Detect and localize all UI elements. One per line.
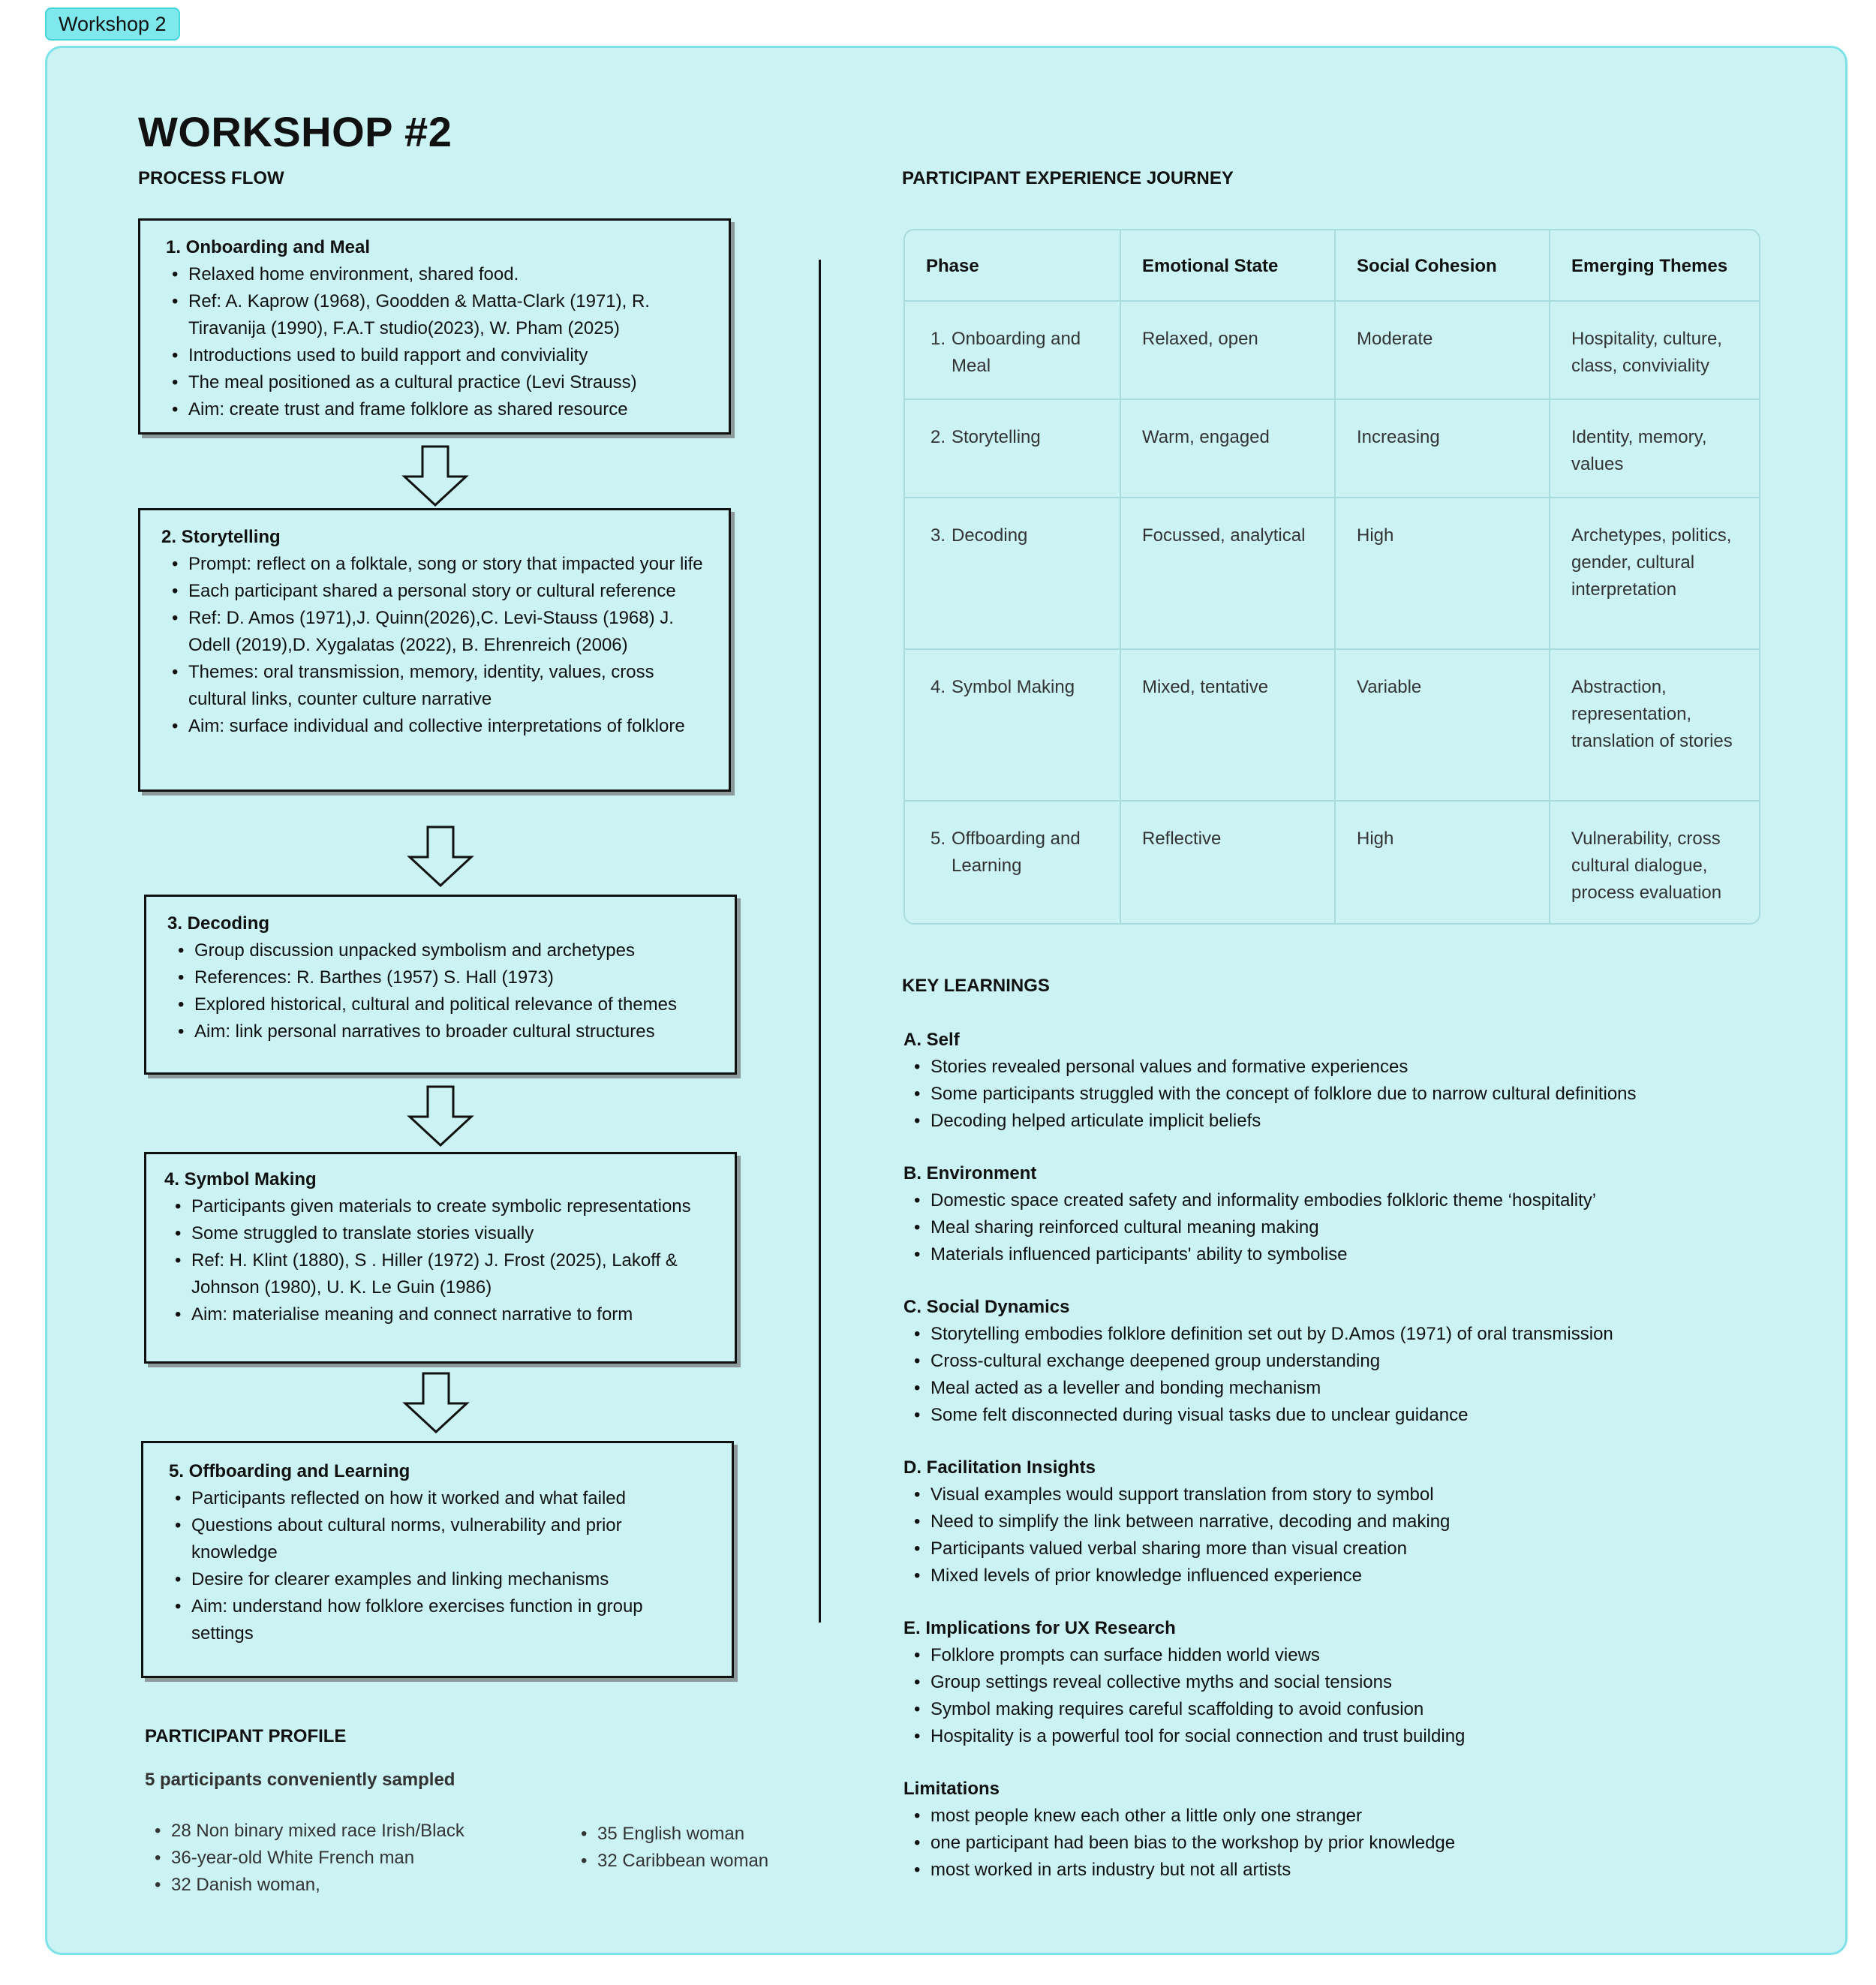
learning-bullet: • Meal sharing reinforced cultural meaning making: [930, 1214, 1596, 1241]
step-bullet: • Explored historical, cultural and political relevance of themes: [194, 991, 735, 1018]
step-bullet: • Relaxed home environment, shared food.: [188, 261, 729, 288]
learning-section-social-dynamics: [903, 1294, 1613, 1429]
learning-bullet: • one participant had been bias to the workshop by prior knowledge: [930, 1830, 1455, 1857]
learning-bullet: • Some felt disconnected during visual tasks due to unclear guidance: [930, 1402, 1613, 1429]
learning-bullet: • Domestic space created safety and informality embodies folkloric theme ‘hospitality’: [930, 1187, 1596, 1214]
table-row: [905, 650, 1760, 802]
learning-section-facilitation: [903, 1454, 1450, 1590]
learning-bullet: • Stories revealed personal values and formative experiences: [930, 1054, 1637, 1081]
learning-title: C. Social Dynamics: [903, 1297, 1070, 1317]
learning-bullet: • Group settings reveal collective myths and social tensions: [930, 1669, 1465, 1696]
process-step-onboarding: [138, 218, 731, 435]
table-cell: High: [1334, 802, 1549, 925]
participant-item: • 35 English woman: [597, 1821, 768, 1848]
learning-bullet: • Folklore prompts can surface hidden world views: [930, 1642, 1465, 1669]
table-cell: Archetypes, politics, gender, cultural interpretation: [1549, 498, 1760, 648]
step-title: 4. Symbol Making: [164, 1169, 317, 1189]
table-row: [905, 802, 1760, 925]
key-learnings-heading: KEY LEARNINGS: [902, 976, 1050, 996]
step-bullet: • Aim: understand how folklore exercises function in group settings: [191, 1593, 672, 1647]
step-bullet: • Each participant shared a personal story or cultural reference: [188, 578, 729, 605]
step-bullet: • Introductions used to build rapport and conviviality: [188, 342, 729, 369]
step-bullet: • Aim: link personal narratives to broader cultural structures: [194, 1018, 735, 1045]
table-cell: Relaxed, open: [1120, 302, 1334, 399]
participant-list-right: [570, 1821, 768, 1875]
step-bullet: • Ref: D. Amos (1971),J. Quinn(2026),C. Levi-Stauss (1968) J. Odell (2019),D. Xygalatas (2022), B. Ehrenreich (2006): [188, 605, 706, 659]
learning-section-limitations: [903, 1776, 1455, 1884]
process-step-offboarding: [141, 1441, 734, 1678]
step-bullet: • Participants given materials to create symbolic representations: [191, 1193, 735, 1220]
arrow-down-icon: [401, 445, 469, 507]
learning-title: Limitations: [903, 1779, 1000, 1799]
learning-section-ux-implications: [903, 1615, 1465, 1750]
table-row: [905, 400, 1760, 498]
table-cell-phase: 1. Onboarding and Meal: [930, 329, 1081, 376]
step-bullet: • Some struggled to translate stories visually: [191, 1220, 735, 1247]
participant-summary: 5 participants conveniently sampled: [145, 1770, 455, 1790]
table-cell: Hospitality, culture, class, conviviality: [1549, 302, 1760, 399]
learning-bullet: • most people knew each other a little only one stranger: [930, 1803, 1455, 1830]
table-header-cell: Phase: [926, 256, 979, 276]
learning-bullet: • Cross-cultural exchange deepened group understanding: [930, 1348, 1613, 1375]
learning-bullet: • Need to simplify the link between narrative, decoding and making: [930, 1508, 1450, 1535]
step-bullet: • Prompt: reflect on a folktale, song or story that impacted your life: [188, 551, 714, 578]
table-cell: Variable: [1334, 650, 1549, 800]
learning-bullet: • Participants valued verbal sharing more than visual creation: [930, 1535, 1450, 1562]
table-cell: Focussed, analytical: [1120, 498, 1334, 648]
table-cell-phase: 4. Symbol Making: [930, 677, 1075, 697]
process-step-storytelling: [138, 508, 731, 792]
participant-item: • 36-year-old White French man: [171, 1845, 464, 1872]
learning-title: B. Environment: [903, 1163, 1037, 1183]
process-step-decoding: [144, 895, 737, 1075]
table-cell: Mixed, tentative: [1120, 650, 1334, 800]
step-bullet: • Ref: H. Klint (1880), S . Hiller (1972) J. Frost (2025), Lakoff & Johnson (1980), U. K. Le Guin (1986): [191, 1247, 702, 1301]
column-divider: [819, 260, 821, 1623]
learning-bullet: • most worked in arts industry but not all artists: [930, 1857, 1455, 1884]
table-cell: Identity, memory, values: [1549, 400, 1760, 497]
participant-item: • 32 Danish woman,: [171, 1872, 464, 1899]
frame-tab[interactable]: Workshop 2: [45, 8, 180, 41]
table-cell: High: [1334, 498, 1549, 648]
learning-bullet: • Storytelling embodies folklore definition set out by D.Amos (1971) of oral transmission: [930, 1321, 1613, 1348]
step-bullet: • Desire for clearer examples and linking mechanisms: [191, 1566, 732, 1593]
step-bullet: • Aim: surface individual and collective interpretations of folklore: [188, 713, 729, 740]
learning-title: E. Implications for UX Research: [903, 1618, 1176, 1638]
arrow-down-icon: [402, 1372, 470, 1433]
arrow-down-icon: [407, 1085, 474, 1147]
table-cell: Vulnerability, cross cultural dialogue, process evaluation: [1549, 802, 1760, 925]
table-header-cell: Emerging Themes: [1549, 230, 1760, 300]
step-title: 1. Onboarding and Meal: [166, 237, 371, 257]
table-header-cell: Emotional State: [1120, 230, 1334, 300]
table-cell: Warm, engaged: [1120, 400, 1334, 497]
step-bullet: • The meal positioned as a cultural practice (Levi Strauss): [188, 369, 729, 396]
table-cell-phase: 3. Decoding: [930, 525, 1028, 546]
table-cell: Reflective: [1120, 802, 1334, 925]
learning-bullet: • Symbol making requires careful scaffolding to avoid confusion: [930, 1696, 1465, 1723]
step-bullet: • References: R. Barthes (1957) S. Hall (1973): [194, 964, 735, 991]
learning-section-self: [903, 1027, 1637, 1135]
journey-heading: PARTICIPANT EXPERIENCE JOURNEY: [902, 168, 1234, 188]
table-cell: Moderate: [1334, 302, 1549, 399]
step-bullet: • Participants reflected on how it worked and what failed: [191, 1485, 732, 1512]
step-bullet: • Ref: A. Kaprow (1968), Goodden & Matta-Clark (1971), R. Tiravanija (1990), F.A.T studio(2023), W. Pham (2025): [188, 288, 669, 342]
learning-bullet: • Some participants struggled with the concept of folklore due to narrow cultural definitions: [930, 1081, 1637, 1108]
learning-bullet: • Mixed levels of prior knowledge influenced experience: [930, 1562, 1450, 1590]
step-title: 3. Decoding: [167, 913, 270, 934]
learning-title: A. Self: [903, 1030, 960, 1050]
step-bullet: • Group discussion unpacked symbolism and archetypes: [194, 937, 735, 964]
table-row: [905, 498, 1760, 650]
step-bullet: • Questions about cultural norms, vulnerability and prior knowledge: [191, 1512, 672, 1566]
learning-title: D. Facilitation Insights: [903, 1457, 1096, 1478]
process-flow-heading: PROCESS FLOW: [138, 168, 284, 188]
participant-item: • 28 Non binary mixed race Irish/Black: [171, 1818, 464, 1845]
learning-bullet: • Materials influenced participants' ability to symbolise: [930, 1241, 1596, 1268]
participant-profile-heading: PARTICIPANT PROFILE: [145, 1726, 347, 1746]
learning-bullet: • Meal acted as a leveller and bonding mechanism: [930, 1375, 1613, 1402]
table-header-cell: Social Cohesion: [1334, 230, 1549, 300]
learning-bullet: • Visual examples would support translation from story to symbol: [930, 1481, 1450, 1508]
step-title: 2. Storytelling: [161, 527, 281, 547]
page-title: WORKSHOP #2: [138, 108, 452, 155]
step-title: 5. Offboarding and Learning: [169, 1461, 410, 1481]
participant-item: • 32 Caribbean woman: [597, 1848, 768, 1875]
learning-bullet: • Hospitality is a powerful tool for social connection and trust building: [930, 1723, 1465, 1750]
step-bullet: • Themes: oral transmission, memory, identity, values, cross cultural links, counter culture narrative: [188, 659, 699, 713]
table-header-row: [905, 230, 1760, 302]
table-cell: Increasing: [1334, 400, 1549, 497]
arrow-down-icon: [407, 826, 474, 887]
step-bullet: • Aim: create trust and frame folklore as shared resource: [188, 396, 729, 423]
learning-section-environment: [903, 1160, 1596, 1268]
table-cell-phase: 2. Storytelling: [930, 427, 1041, 447]
learning-bullet: • Decoding helped articulate implicit beliefs: [930, 1108, 1637, 1135]
table-cell: Abstraction, representation, translation of stories: [1549, 650, 1760, 800]
participant-list-left: [144, 1818, 464, 1899]
step-bullet: • Aim: materialise meaning and connect narrative to form: [191, 1301, 735, 1328]
table-cell-phase: 5. Offboarding and Learning: [930, 829, 1081, 876]
table-row: [905, 302, 1760, 400]
journey-table: [903, 229, 1760, 925]
process-step-symbol-making: [144, 1152, 737, 1364]
